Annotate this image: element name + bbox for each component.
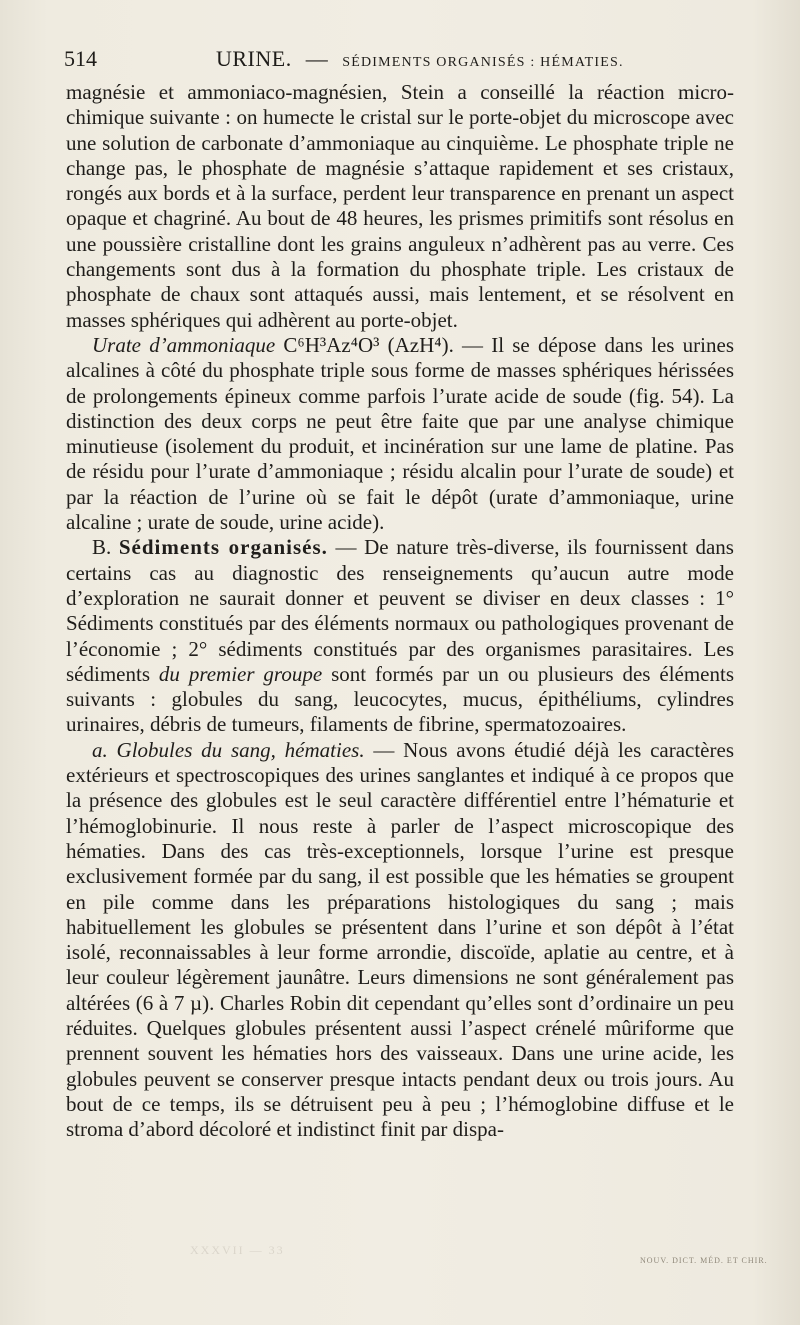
running-title xyxy=(216,46,624,72)
section-lead-globules: a. Globules du sang, hématies. xyxy=(92,737,365,762)
paragraph-urate-ammoniaque xyxy=(66,333,734,535)
paragraph-text: sont formés par un ou plusieurs des éléments suivants : globules du sang, leucocytes, mucus, épithéliums, cylindres urinaires, débris de tumeurs, filaments de fibrine, spermatozoaires. xyxy=(66,661,735,737)
section-letter: B. xyxy=(92,535,112,560)
main-text-block xyxy=(66,80,734,1142)
show-through-text: XXXVII — 33 xyxy=(190,1243,285,1257)
header-subtitle: SÉDIMENTS ORGANISÉS : HÉMATIES. xyxy=(342,55,624,70)
paragraph-text: — De nature très-diverse, ils fournissent dans certains cas au diagnostic des renseignements qu’aucun autre mode d’exploration ne saurait donner et peuvent se diviser en deux classes : 1° Sédiments constitués par des éléments normaux ou pathologiques provenant de l’économie ; 2° sédiments constitués par des organismes parasitaires. Les sédiments xyxy=(66,535,734,686)
section-lead-urate: Urate d’ammoniaque xyxy=(92,332,276,357)
paragraph-continuation: magnésie et ammoniaco-magnésien, Stein a conseillé la réaction micro-chimique suivante : on humecte le cristal sur le porte-objet du microscope avec une solution de carbonate d’ammoniaque au cinquième. Le phosphate triple ne change pas, le phosphate de magnésie s’attaque rapidement et ses cristaux, rongés aux bords et à la surface, perdent leur transparence en prenant un aspect opaque et chagriné. Au bout de 48 heures, les prismes primitifs sont résolus en une poussière cristalline dont les grains anguleux n’adhèrent pas au verre. Ces changements sont dus à la formation du phosphate triple. Les cristaux de phosphate de chaux sont attaqués aussi, mais lentement, et se résolvent en masses sphériques qui adhèrent au porte-objet. xyxy=(66,80,734,332)
page-number: 514 xyxy=(64,46,97,71)
chemical-formula: C⁶H³Az⁴O³ (AzH⁴). xyxy=(283,332,454,357)
paragraph-hematies xyxy=(66,738,734,1143)
paragraph-text: — Il se dépose dans les urines alcalines à côté du phosphate triple sous forme de masses sphériques hérissées de prolongements épineux comme parfois l’urate acide de soude (fig. 54). La distinction des deux corps ne peut être faite que par une analyse chimique minutieuse (isolement du produit, et incinération sur une lame de platine. Pas de résidu pour l’urate d’ammoniaque ; résidu alcalin pour l’urate de soude) et par la réaction de l’urine où se fait le dépôt (urate d’ammoniaque, urine alcaline ; urate de soude, urine acide). xyxy=(66,332,734,535)
paragraph-text: — Nous avons étudié déjà les caractères extérieurs et spectroscopiques des urines sanglantes et indiqué à ce propos que la présence des globules est le seul caractère différentiel entre l’hématurie et l’hémoglobinurie. Il nous reste à parler de l’aspect microscopique des hématies. Dans des cas très-exceptionnels, lorsque l’urine est presque exclusivement formée par du sang, il est possible que les hématies se groupent en pile comme dans les préparations histologiques du sang ; mais habituellement les globules se présentent dans l’urine et son dépôt à l’état isolé, reconnaissables à leur forme arrondie, discoïde, aplatie au centre, et à leur couleur légèrement jaunâtre. Leurs dimensions ne sont généralement pas altérées (6 à 7 µ). Charles Robin dit cependant qu’elles sont d’ordinaire un peu réduites. Quelques globules présentent aussi l’aspect crénelé mûriforme que prennent souvent les hématies hors des vaisseaux. Dans une urine acide, les globules peuvent se conserver presque intacts pendant deux ou trois jours. Au bout de ce temps, ils se détruisent peu à peu ; l’hémoglobine diffuse et le stroma d’abord décoloré et indistinct finit par dispa- xyxy=(66,737,734,1142)
header-separator: — xyxy=(305,46,329,71)
running-header xyxy=(64,46,736,76)
header-title: URINE. xyxy=(216,46,292,71)
signature-mark: NOUV. DICT. MÉD. ET CHIR. xyxy=(640,1256,768,1265)
paragraph-sediments-organises xyxy=(66,535,734,737)
section-heading: Sédiments organisés. xyxy=(118,535,328,560)
italic-phrase: du premier groupe xyxy=(158,661,323,686)
